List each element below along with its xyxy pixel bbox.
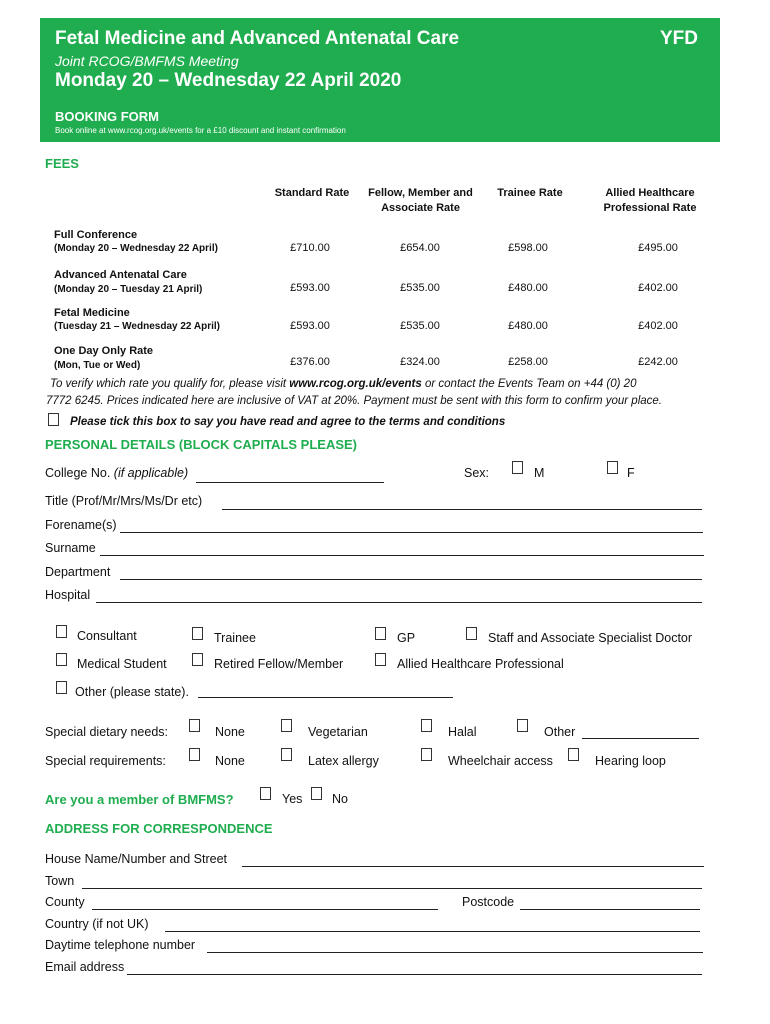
forename-label: Forename(s) — [45, 518, 117, 532]
county-field[interactable] — [92, 909, 438, 910]
terms-checkbox[interactable] — [48, 413, 59, 426]
college-no-field[interactable] — [196, 482, 384, 483]
sex-f-label: F — [627, 466, 635, 480]
fee-row-sub: (Mon, Tue or Wed) — [54, 360, 141, 371]
department-field[interactable] — [120, 579, 702, 580]
fee-price: £402.00 — [638, 320, 678, 332]
col-header-fellow: Fellow, Member and Associate Rate — [368, 187, 473, 214]
role-label: Staff and Associate Specialist Doctor — [488, 631, 693, 645]
dietary-vegetarian-checkbox[interactable] — [281, 719, 292, 732]
req-option: Hearing loop — [595, 754, 666, 768]
requirements-label: Special requirements: — [45, 754, 166, 768]
fees-heading: FEES — [45, 156, 79, 171]
dietary-other-field[interactable] — [582, 738, 699, 739]
role-other-checkbox[interactable] — [56, 681, 67, 694]
title-label: Title (Prof/Mr/Mrs/Ms/Dr etc) — [45, 494, 203, 508]
role-label: Medical Student — [77, 657, 167, 671]
fee-row-sub: (Monday 20 – Tuesday 21 April) — [54, 284, 203, 295]
header-banner — [40, 18, 720, 142]
fee-price: £495.00 — [638, 242, 678, 254]
department-label: Department — [45, 565, 111, 579]
country-label: Country (if not UK) — [45, 917, 149, 931]
col-header-trainee: Trainee Rate — [497, 187, 563, 199]
title-field[interactable] — [222, 509, 702, 510]
role-other-field[interactable] — [198, 697, 453, 698]
fee-row-name: Advanced Antenatal Care — [54, 269, 187, 281]
booking-form-title: BOOKING FORM — [55, 109, 159, 124]
rate-note-line1: To verify which rate you qualify for, please visit www.rcog.org.uk/events or contact the Events Team on +44 (0) 20 — [50, 378, 637, 390]
role-label: Retired Fellow/Member — [214, 657, 344, 671]
role-label: GP — [397, 631, 416, 645]
role-allied-checkbox[interactable] — [375, 653, 386, 666]
hospital-field[interactable] — [96, 602, 702, 603]
hospital-label: Hospital — [45, 588, 91, 602]
fee-price: £598.00 — [508, 242, 548, 254]
postcode-label: Postcode — [462, 895, 515, 909]
event-title: Fetal Medicine and Advanced Antenatal Care — [55, 28, 460, 49]
sex-f-checkbox[interactable] — [607, 461, 618, 474]
fee-price: £402.00 — [638, 282, 678, 294]
role-gp-checkbox[interactable] — [375, 627, 386, 640]
req-latex-checkbox[interactable] — [281, 748, 292, 761]
fee-price: £376.00 — [290, 356, 330, 368]
college-no-label: College No. (if applicable) — [45, 466, 189, 480]
dietary-option: None — [215, 725, 245, 739]
bmfms-question: Are you a member of BMFMS? — [45, 792, 234, 807]
fee-price: £710.00 — [290, 242, 330, 254]
dietary-other-checkbox[interactable] — [517, 719, 528, 732]
col-header-allied: Allied Healthcare Professional Rate — [603, 187, 697, 214]
town-label: Town — [45, 874, 75, 888]
fee-row-name: One Day Only Rate — [54, 345, 154, 357]
fee-price: £535.00 — [400, 320, 440, 332]
house-label: House Name/Number and Street — [45, 852, 228, 866]
role-trainee-checkbox[interactable] — [192, 627, 203, 640]
fee-price: £593.00 — [290, 282, 330, 294]
fee-row-name: Full Conference — [54, 229, 138, 241]
fee-price: £258.00 — [508, 356, 548, 368]
sex-m-label: M — [534, 466, 545, 480]
fee-row-name: Fetal Medicine — [54, 307, 130, 319]
col-header-standard: Standard Rate — [274, 187, 350, 199]
role-label: Trainee — [214, 631, 256, 645]
email-field[interactable] — [127, 974, 702, 975]
req-option: None — [215, 754, 245, 768]
role-label: Consultant — [77, 629, 137, 643]
role-medical-student-checkbox[interactable] — [56, 653, 67, 666]
role-retired-checkbox[interactable] — [192, 653, 203, 666]
req-option: Wheelchair access — [448, 754, 553, 768]
dietary-none-checkbox[interactable] — [189, 719, 200, 732]
email-label: Email address — [45, 960, 125, 974]
dietary-option: Halal — [448, 725, 477, 739]
fee-price: £535.00 — [400, 282, 440, 294]
bmfms-yes-checkbox[interactable] — [260, 787, 271, 800]
town-field[interactable] — [82, 888, 702, 889]
fee-row-sub: (Tuesday 21 – Wednesday 22 April) — [54, 321, 220, 332]
terms-label: Please tick this box to say you have read and agree to the terms and conditions — [70, 416, 506, 428]
bmfms-no-label: No — [332, 792, 348, 806]
event-dates: Monday 20 – Wednesday 22 April 2020 — [55, 70, 402, 91]
fee-price: £654.00 — [400, 242, 440, 254]
fee-price: £593.00 — [290, 320, 330, 332]
req-none-checkbox[interactable] — [189, 748, 200, 761]
role-label: Allied Healthcare Professional — [397, 657, 564, 671]
fee-price: £242.00 — [638, 356, 678, 368]
fee-price: £480.00 — [508, 320, 548, 332]
county-label: County — [45, 895, 85, 909]
event-code: YFD — [660, 28, 698, 49]
rate-note-line2: 7772 6245. Prices indicated here are inclusive of VAT at 20%. Payment must be sent with this form to confirm your place. — [46, 395, 662, 407]
sex-label: Sex: — [464, 466, 490, 480]
dietary-halal-checkbox[interactable] — [421, 719, 432, 732]
house-field[interactable] — [242, 866, 704, 867]
bmfms-yes-label: Yes — [282, 792, 303, 806]
sex-m-checkbox[interactable] — [512, 461, 523, 474]
postcode-field[interactable] — [520, 909, 700, 910]
surname-label: Surname — [45, 541, 96, 555]
fee-price: £480.00 — [508, 282, 548, 294]
personal-details-heading: PERSONAL DETAILS (BLOCK CAPITALS PLEASE) — [45, 437, 358, 452]
req-hearing-loop-checkbox[interactable] — [568, 748, 579, 761]
address-heading: ADDRESS FOR CORRESPONDENCE — [45, 821, 273, 836]
dietary-option: Vegetarian — [308, 725, 368, 739]
country-field[interactable] — [165, 931, 700, 932]
role-label: Other (please state). — [75, 685, 189, 699]
surname-field[interactable] — [100, 555, 704, 556]
phone-label: Daytime telephone number — [45, 938, 196, 952]
book-online-note: Book online at www.rcog.org.uk/events for a £10 discount and instant confirmation — [55, 126, 346, 135]
bmfms-no-checkbox[interactable] — [311, 787, 322, 800]
req-option: Latex allergy — [308, 754, 379, 768]
events-link[interactable]: www.rcog.org.uk/events — [289, 378, 422, 390]
event-subtitle: Joint RCOG/BMFMS Meeting — [55, 53, 239, 69]
role-sas-checkbox[interactable] — [466, 627, 477, 640]
dietary-label: Special dietary needs: — [45, 725, 168, 739]
fee-row-sub: (Monday 20 – Wednesday 22 April) — [54, 243, 218, 254]
dietary-option: Other — [544, 725, 576, 739]
fee-price: £324.00 — [400, 356, 440, 368]
phone-field[interactable] — [207, 952, 703, 953]
role-consultant-checkbox[interactable] — [56, 625, 67, 638]
forename-field[interactable] — [120, 532, 703, 533]
req-wheelchair-checkbox[interactable] — [421, 748, 432, 761]
